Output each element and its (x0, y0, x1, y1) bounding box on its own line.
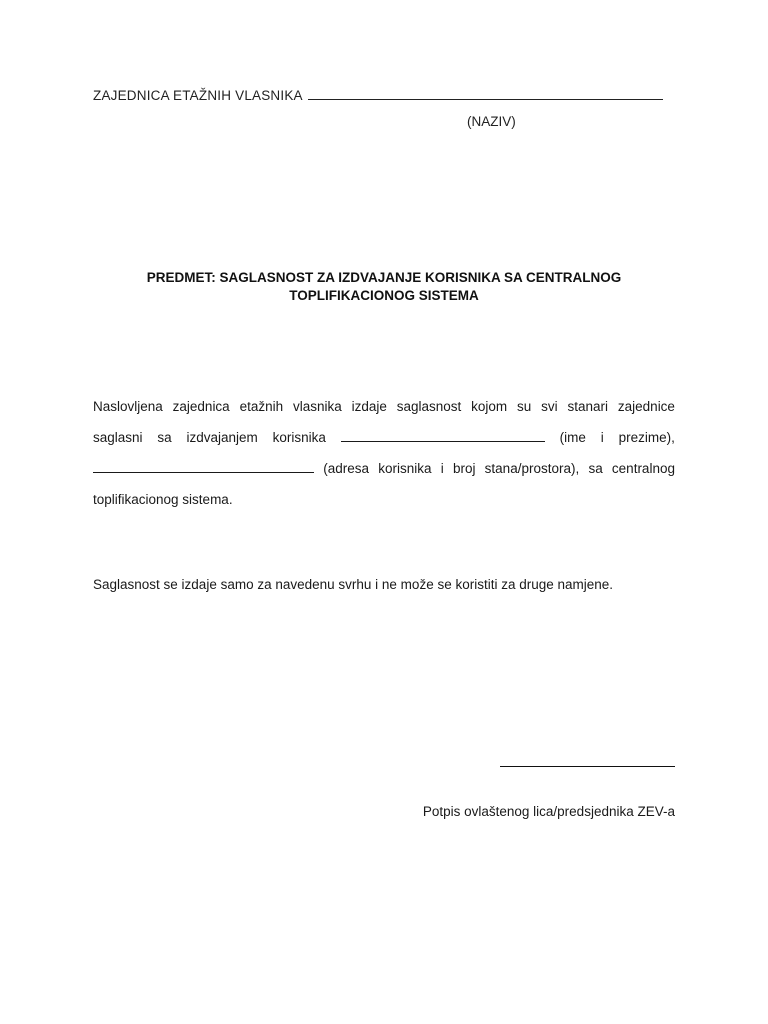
subject-heading (93, 269, 675, 305)
body-word: korisnika (272, 430, 326, 445)
header-line (93, 87, 663, 103)
naziv-blank-field[interactable] (308, 87, 663, 100)
body-word: i (600, 430, 604, 445)
body-word: sa (588, 461, 603, 476)
body-word: zajednica (172, 399, 230, 414)
body-word: saglasnost (396, 399, 462, 414)
naziv-caption: (NAZIV) (467, 114, 516, 129)
body-word: i (440, 461, 444, 476)
body-paragraph (93, 391, 675, 515)
body-word: kojom (471, 399, 508, 414)
body-word: su (517, 399, 532, 414)
body-word: stana/prostora), (484, 461, 580, 476)
address-blank-field[interactable] (93, 460, 314, 473)
signature-caption: Potpis ovlaštenog lica/predsjednika ZEV-a (422, 804, 675, 819)
body-line-3 (93, 453, 675, 484)
body-word: (adresa (323, 461, 369, 476)
body-line-2 (93, 422, 675, 453)
signature-line[interactable] (500, 766, 675, 767)
name-blank-field[interactable] (341, 429, 545, 442)
body-word: centralnog (611, 461, 675, 476)
body-word: stanari (567, 399, 609, 414)
body-word: Naslovljena (93, 399, 163, 414)
body-word: korisnika (378, 461, 432, 476)
body-word: izdaje (351, 399, 387, 414)
body-line-1 (93, 391, 675, 422)
body-word: vlasnika (292, 399, 342, 414)
body-word: sa (157, 430, 172, 445)
body-word: etažnih (239, 399, 284, 414)
body-line-4 (93, 484, 675, 515)
body-word: prezime), (618, 430, 675, 445)
subject-line-2: TOPLIFIKACIONOG SISTEMA (289, 288, 479, 303)
usage-note: Saglasnost se izdaje samo za navedenu svrhu i ne može se koristiti za druge namjene. (93, 577, 614, 592)
body-word: zajednice (617, 399, 675, 414)
body-word: broj (452, 461, 476, 476)
body-word: izdvajanjem (186, 430, 258, 445)
body-word: svi (541, 399, 558, 414)
header-label: ZAJEDNICA ETAŽNIH VLASNIKA (93, 88, 302, 103)
subject-line-1: PREDMET: SAGLASNOST ZA IZDVAJANJE KORISNIKA SA CENTRALNOG (146, 270, 622, 285)
body-word: saglasni (93, 430, 143, 445)
body-word: (ime (559, 430, 586, 445)
body-line-4-text: toplifikacionog sistema. (93, 492, 233, 507)
